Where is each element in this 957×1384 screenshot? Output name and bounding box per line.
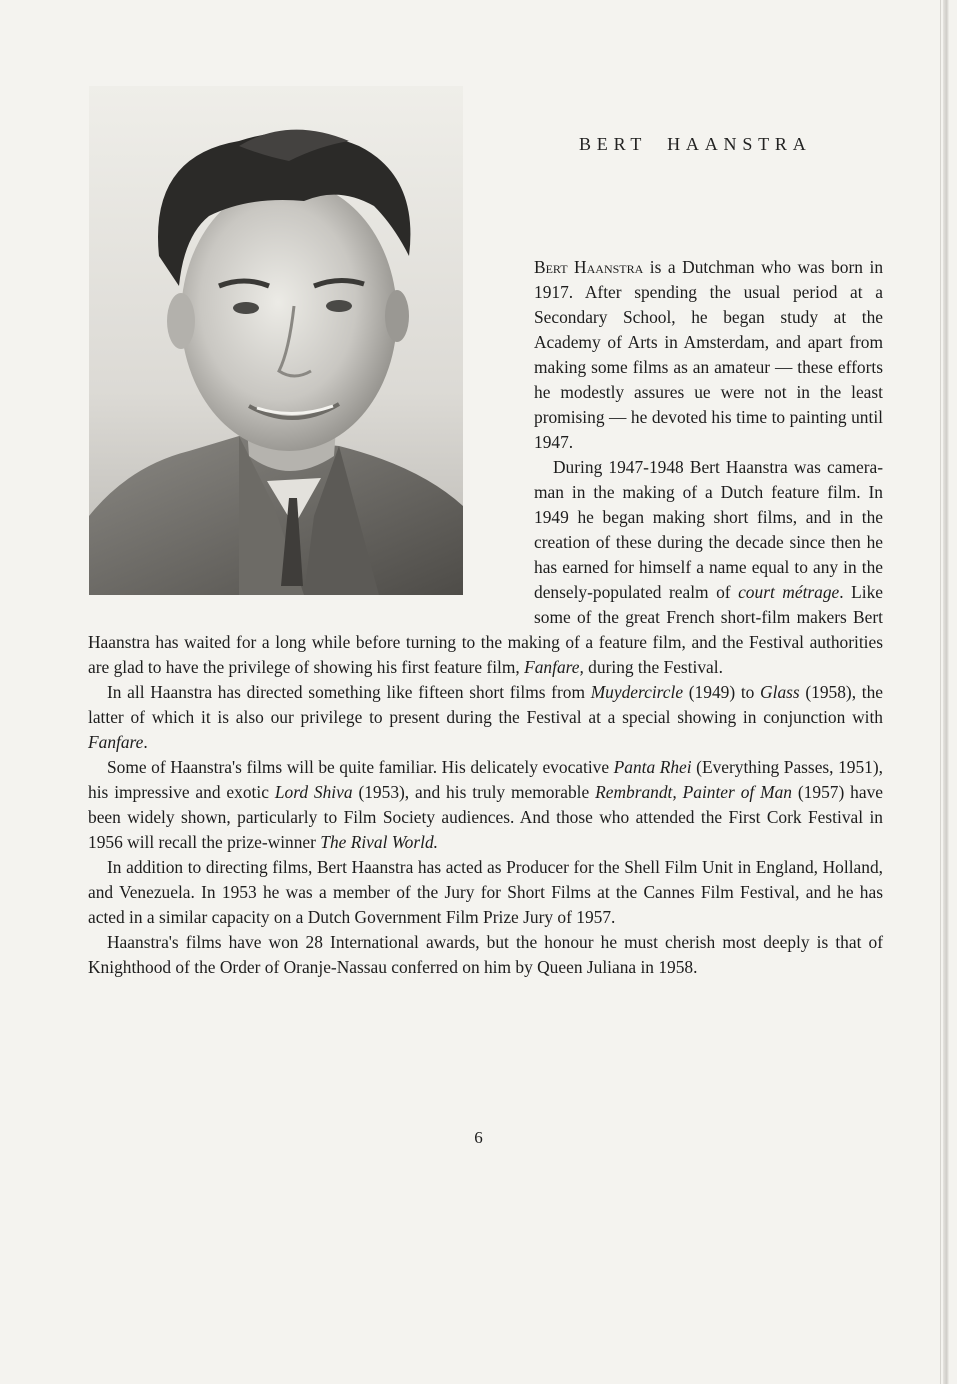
p4-text-3: (1953), and his truly memorable <box>352 782 596 802</box>
paragraph-4 <box>88 755 883 855</box>
page-number: 6 <box>474 1128 483 1147</box>
p4-italic-lord-shiva: Lord Shiva <box>274 782 353 802</box>
p4-text-4: (1957) have been widely shown, particularly to Film Society audiences. And those who attended the First Cork Festival in 1956 will recall the prize-winner <box>88 782 883 852</box>
p4-text-1: Some of Haanstra's films will be quite familiar. His delicately evocative <box>107 757 614 777</box>
p4-text-2: (Everything Passes, 1951), his impressive and exotic <box>88 757 884 802</box>
p3-italic-fanfare: Fanfare <box>88 732 144 752</box>
p3-text-3: (1958), the latter of which it is also our privilege to present during the Festival at a special showing in conjunction with <box>88 682 884 727</box>
p2-italic-fanfare: Fanfare, <box>524 657 584 677</box>
p4-italic-panta-rhei: Panta Rhei <box>613 757 692 777</box>
p3-text-2: (1949) to <box>683 682 761 702</box>
paragraph-5: In addition to directing films, Bert Haanstra has acted as Producer for the Shell Film Unit in England, Holland, and Venezuela. In 1953 he was a member of the Jury for Short Films at the Cannes Film Festival, and he has acted in a similar capacity on a Dutch Government Film Prize Jury of 1957. <box>88 857 883 927</box>
lead-in-name: Bert Haanstra <box>534 257 644 277</box>
page-fold-line <box>940 0 941 1384</box>
article-heading <box>579 134 812 155</box>
p4-italic-rembrandt: Rembrandt, Painter of Man <box>595 782 792 802</box>
p3-text-1: In all Haanstra has directed something like fifteen short films from <box>107 682 591 702</box>
p2-text-3: during the Festival. <box>583 657 723 677</box>
heading-first-name: BERT <box>579 134 648 154</box>
article-body <box>88 255 883 980</box>
p3-italic-muydercircle: Muydercircle <box>590 682 684 702</box>
paragraph-6: Haanstra's films have won 28 International awards, but the honour he must cherish most deeply is that of Knighthood of the Order of Oranje-Nassau conferred on him by Queen Juliana in 1958. <box>88 932 883 977</box>
page-edge <box>943 0 949 1384</box>
p2-italic-court-metrage: court métrage <box>738 582 840 602</box>
p3-text-4: . <box>143 732 148 752</box>
paragraph-1-text: is a Dutchman who was born in 1917. After spending the usual period at a Secondary School, he began study at the Academy of Arts in Amsterdam, and apart from making some films as an amateur — these efforts he modestly assures ue were not in the least promising — he devoted his time to painting until 1947. <box>534 257 884 452</box>
paragraph-3 <box>88 680 883 755</box>
photo-wrap-spacer <box>88 255 534 624</box>
heading-surname: HAANSTRA <box>667 134 812 154</box>
p2-text-1: During 1947-1948 Bert Haanstra was camera-man in the making of a Dutch feature film. In 1949 he began making short films, and in the creation of these during the decade since then he has earned for himself a name equal to any in the densely-populated realm of <box>534 457 883 602</box>
p2-text-2: . Like some of the great French short-film makers Bert Haanstra has waited for a long while before turning to the making of a feature film, and the Festival authorities are glad to have the privilege of showing his first feature film, <box>88 582 883 677</box>
p4-italic-rival-world: The Rival World. <box>320 832 438 852</box>
p3-italic-glass: Glass <box>760 682 800 702</box>
